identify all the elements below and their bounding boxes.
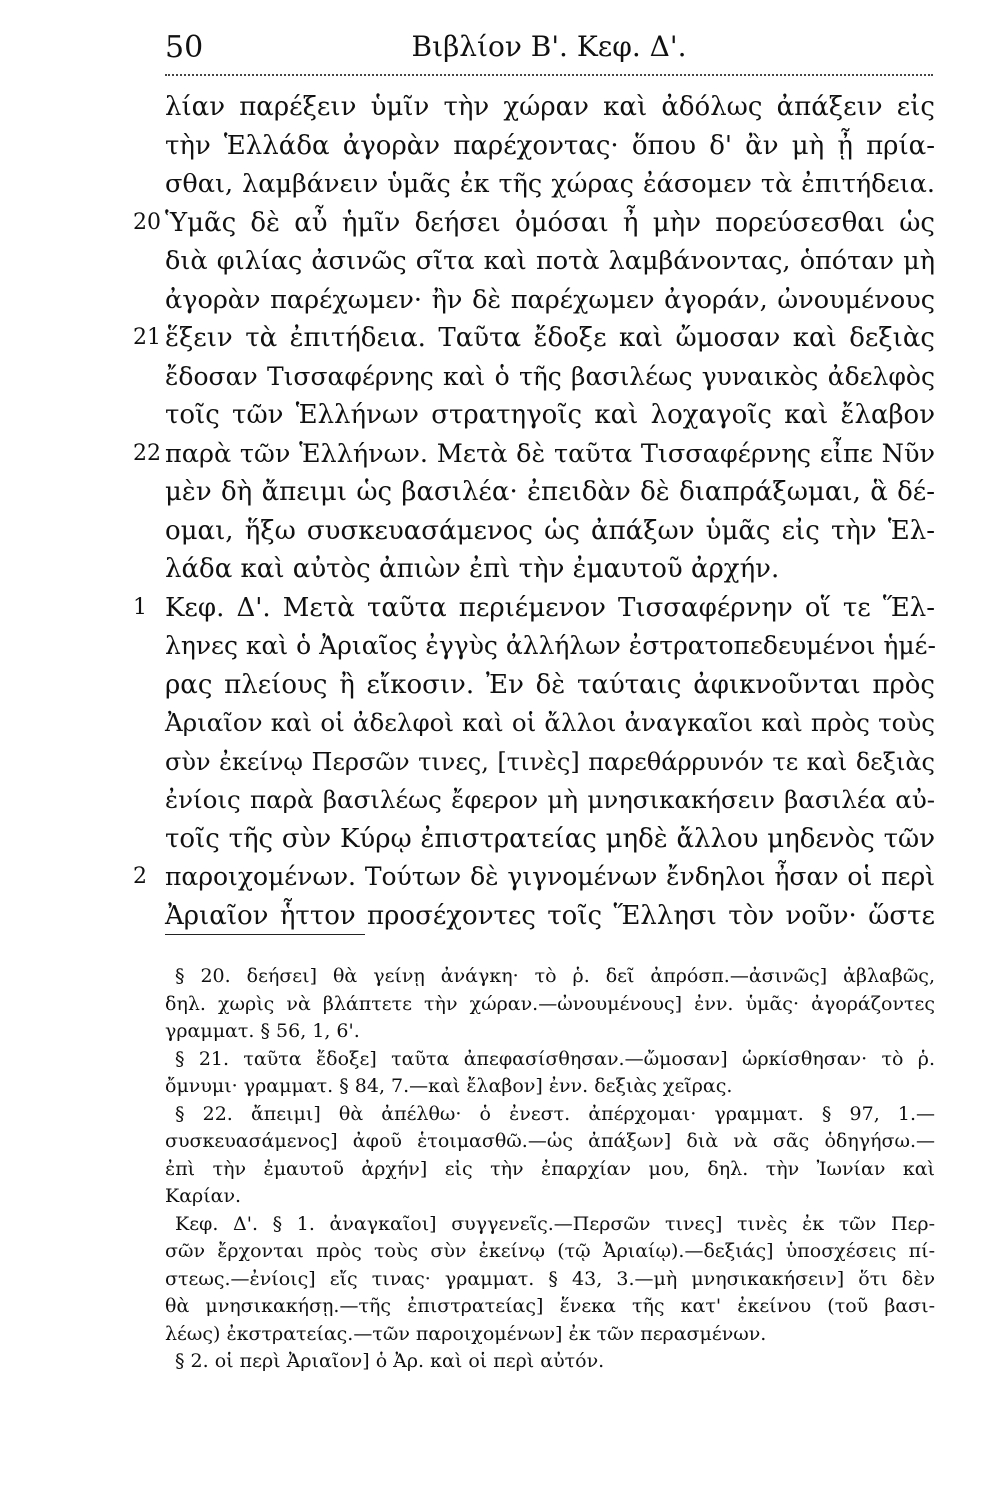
footnote-line — [165, 1046, 935, 1074]
footnote-line — [165, 1073, 935, 1101]
footnote-text: στεως.—ἐνίοις] εἴς τινας· γραμματ. § 43, 3.—μὴ μνησικακήσειν] ὅτι δὲν — [165, 1267, 935, 1290]
footnote-text: συσκευασάμενος] ἀφοῦ ἑτοιμασθῶ.—ὡς ἀπάξων] διὰ νὰ σᾶς ὁδηγήσω.— — [165, 1130, 935, 1152]
text-line — [165, 627, 935, 666]
line-text: ληνες καὶ ὁ Ἀριαῖος ἐγγὺς ἀλλήλων ἐστρατοπεδευμένοι ἡμέ- — [165, 631, 936, 660]
text-line — [133, 858, 935, 897]
footnote-line — [165, 1018, 935, 1046]
footnote-text: § 2. οἱ περὶ Ἀριαῖον] ὁ Ἀρ. καὶ οἱ περὶ αὐτόν. — [175, 1350, 605, 1372]
text-line — [165, 473, 935, 512]
line-text: λίαν παρέξειν ὑμῖν τὴν χώραν καὶ ἀδόλως ἀπάξειν εἰς — [165, 92, 935, 122]
footnote-line — [165, 1128, 935, 1156]
line-text: ομαι, ἥξω συσκευασάμενος ὡς ἀπάξων ὑμᾶς εἰς τὴν Ἑλ- — [165, 515, 935, 546]
line-text: Ἀριαῖον καὶ οἱ ἀδελφοὶ καὶ οἱ ἄλλοι ἀναγκαῖοι καὶ πρὸς τοὺς — [165, 708, 935, 737]
line-text: σὺν ἐκείνῳ Περσῶν τινες, [τινὲς] παρεθάρρυνόν τε καὶ δεξιὰς — [165, 747, 935, 776]
line-text: ἔδοσαν Τισσαφέρνης καὶ ὁ τῆς βασιλέως γυναικὸς ἀδελφὸς — [165, 361, 935, 391]
line-text: τοῖς τῶν Ἑλλήνων στρατηγοῖς καὶ λοχαγοῖς καὶ ἔλαβον — [165, 400, 935, 430]
footnote-line — [165, 991, 935, 1019]
header-divider — [165, 74, 933, 76]
footnote-text: σῶν ἔρχονται πρὸς τοὺς σὺν ἐκείνῳ (τῷ Ἀριαίῳ).—δεξιάς] ὑποσχέσεις πί- — [165, 1240, 935, 1262]
text-line — [165, 127, 935, 166]
line-text: τὴν Ἑλλάδα ἀγορὰν παρέχοντας· ὅπου δ' ἂν μὴ ᾖ πρία- — [165, 130, 935, 161]
text-line — [165, 743, 935, 782]
line-text: ρας πλείους ἢ εἴκοσιν. Ἐν δὲ ταύταις ἀφικνοῦνται πρὸς — [165, 669, 935, 700]
main-text — [133, 88, 936, 935]
section-number: 1 — [133, 594, 147, 620]
text-line — [165, 512, 935, 551]
footnote-text: Κεφ. Δ'. § 1. ἀναγκαῖοι] συγγενεῖς.—Περσῶν τινες] τινὲς ἐκ τῶν Περ- — [175, 1212, 935, 1235]
footnote-line — [165, 1156, 935, 1184]
line-text: Κεφ. Δ'. Μετὰ ταῦτα περιέμενον Τισσαφέρνην οἵ τε Ἕλ- — [165, 592, 935, 623]
footnote-text: ὄμνυμι· γραμματ. § 84, 7.—καὶ ἔλαβον] ἐνν. δεξιὰς χεῖρας. — [165, 1075, 733, 1097]
line-text: παρὰ τῶν Ἑλλήνων. Μετὰ δὲ ταῦτα Τισσαφέρνης εἶπε Νῦν — [165, 438, 935, 469]
text-line — [133, 589, 935, 628]
line-text: σθαι, λαμβάνειν ὑμᾶς ἐκ τῆς χώρας ἐάσομεν τὰ ἐπιτήδεια. — [165, 169, 935, 199]
footnote-line — [165, 963, 935, 991]
line-text: Ὑμᾶς δὲ αὖ ἡμῖν δεήσει ὀμόσαι ἦ μὴν πορεύσεσθαι ὡς — [165, 207, 935, 238]
text-line — [165, 820, 935, 859]
page-number: 50 — [165, 30, 204, 65]
text-line — [165, 165, 935, 204]
text-line — [165, 666, 935, 705]
footnote-text: § 21. ταῦτα ἔδοξε] ταῦτα ἀπεφασίσθησαν.—ὤμοσαν] ὡρκίσθησαν· τὸ ῥ. — [175, 1047, 935, 1070]
line-text: Ἀριαῖον ἧττον προσέχοντες τοῖς Ἕλλησι τὸν νοῦν· ὥστε — [165, 900, 935, 931]
text-line — [165, 242, 935, 281]
text-line — [165, 897, 935, 936]
footnote-text: γραμματ. § 56, 1, 6'. — [165, 1020, 360, 1042]
text-line — [133, 204, 935, 243]
text-line — [165, 396, 935, 435]
text-line — [133, 319, 935, 358]
footnotes — [165, 963, 935, 1376]
text-line — [165, 358, 935, 397]
text-line — [165, 88, 935, 127]
footnote-text: § 22. ἄπειμι] θὰ ἀπέλθω· ὁ ἐνεστ. ἀπέρχομαι· γραμματ. § 97, 1.— — [175, 1102, 935, 1125]
section-number: 21 — [133, 325, 161, 350]
footnote-text: θὰ μνησικακήσῃ.—τῆς ἐπιστρατείας] ἕνεκα τῆς κατ' ἐκείνου (τοῦ βασι- — [165, 1295, 935, 1317]
line-text: διὰ φιλίας ἀσινῶς σῖτα καὶ ποτὰ λαμβάνοντας, ὁπόταν μὴ — [165, 246, 935, 276]
footnote-line — [165, 1101, 935, 1129]
footnote-line — [165, 1183, 935, 1211]
footnote-line — [165, 1348, 935, 1376]
footnote-text: Καρίαν. — [165, 1185, 242, 1207]
line-text: μὲν δὴ ἄπειμι ὡς βασιλέα· ἐπειδὰν δὲ διαπράξωμαι, ἃ δέ- — [165, 477, 935, 507]
footnote-line — [165, 1266, 935, 1294]
footnote-text: § 20. δεήσει] θὰ γείνῃ ἀνάγκη· τὸ ῥ. δεῖ ἀπρόσπ.—ἀσινῶς] ἀβλαβῶς, — [175, 965, 935, 987]
footnote-text: ἐπὶ τὴν ἐμαυτοῦ ἀρχήν] εἰς τὴν ἐπαρχίαν μου, δηλ. τὴν Ἰωνίαν καὶ — [165, 1157, 935, 1180]
page-header — [165, 22, 933, 74]
footnote-line — [165, 1211, 935, 1239]
line-text: ἀγορὰν παρέχωμεν· ἢν δὲ παρέχωμεν ἀγοράν, ὠνουμένους — [165, 284, 935, 315]
line-text: ἕξειν τὰ ἐπιτήδεια. Ταῦτα ἔδοξε καὶ ὤμοσαν καὶ δεξιὰς — [165, 323, 935, 353]
section-number: 22 — [133, 440, 161, 466]
footnote-text: δηλ. χωρὶς νὰ βλάπτετε τὴν χώραν.—ὠνουμένους] ἐνν. ὑμᾶς· ἀγοράζοντες — [165, 992, 935, 1015]
running-title: Βιβλίον Β'. Κεφ. Δ'. — [411, 30, 687, 63]
section-number: 20 — [133, 209, 161, 235]
text-line — [165, 781, 935, 820]
section-number: 2 — [133, 864, 147, 889]
text-line — [165, 704, 935, 743]
footnote-text: λέως) ἐκστρατείας.—τῶν παροιχομένων] ἐκ τῶν περασμένων. — [165, 1322, 767, 1345]
footnote-divider — [165, 934, 365, 935]
footnote-line — [165, 1238, 935, 1266]
footnote-line — [165, 1321, 935, 1349]
text-line — [165, 281, 935, 320]
line-text: παροιχομένων. Τούτων δὲ γιγνομένων ἔνδηλοι ἦσαν οἱ περὶ — [165, 862, 935, 891]
line-text: ἐνίοις παρὰ βασιλέως ἔφερον μὴ μνησικακήσειν βασιλέα αὐ- — [165, 785, 935, 814]
line-text: τοῖς τῆς σὺν Κύρῳ ἐπιστρατείας μηδὲ ἄλλου μηδενὸς τῶν — [165, 823, 935, 854]
line-text: λάδα καὶ αὐτὸς ἀπιὼν ἐπὶ τὴν ἐμαυτοῦ ἀρχήν. — [165, 554, 780, 584]
text-line — [165, 550, 935, 589]
text-line — [133, 435, 935, 474]
footnote-line — [165, 1293, 935, 1321]
